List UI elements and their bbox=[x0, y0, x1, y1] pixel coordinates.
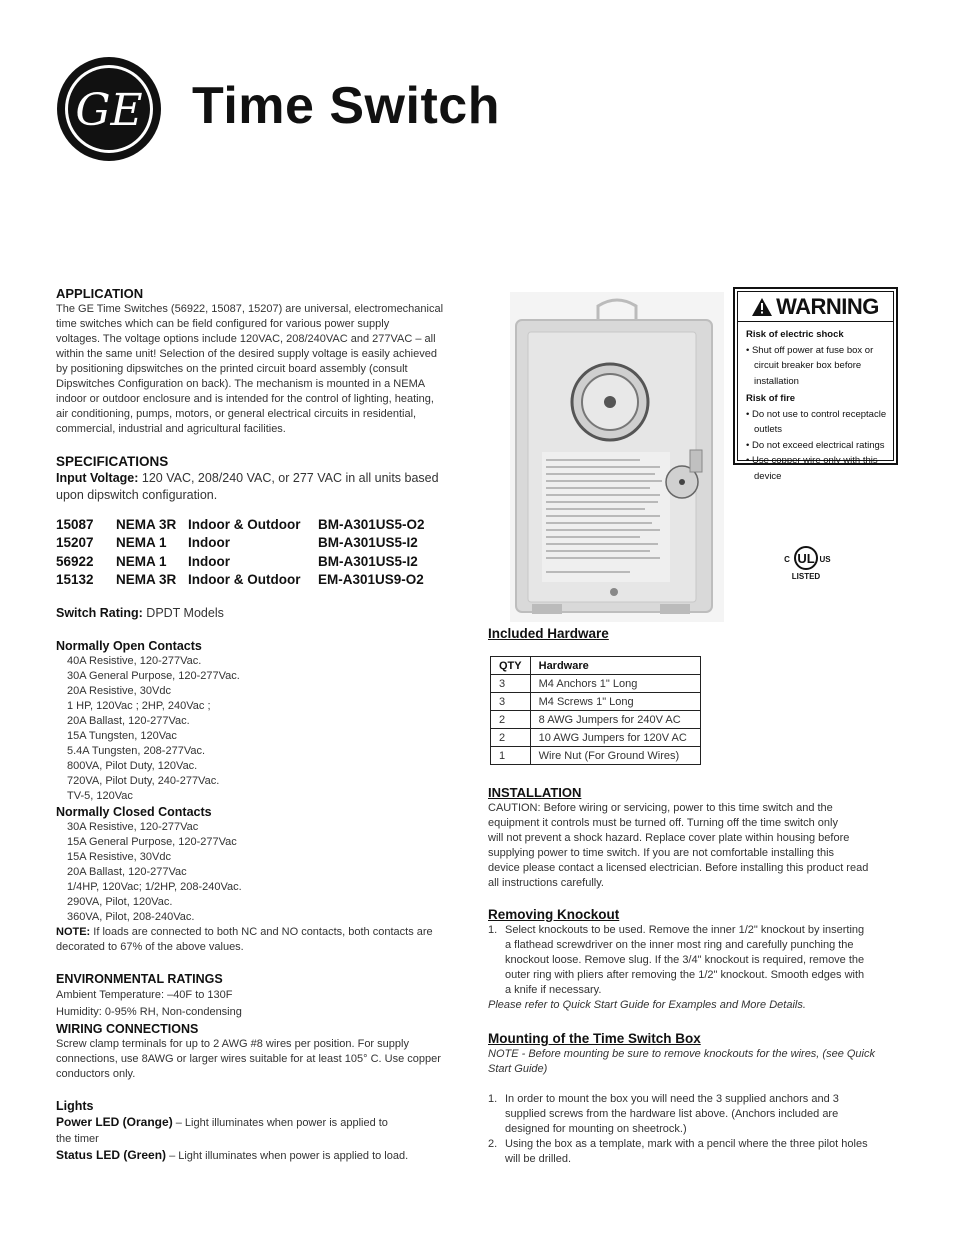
installation-heading: INSTALLATION bbox=[488, 785, 582, 800]
qty-cell: 3 bbox=[491, 675, 531, 693]
list-item bbox=[488, 1092, 900, 1137]
qty-cell: 2 bbox=[491, 729, 531, 747]
ul-listed-mark bbox=[784, 543, 832, 583]
wiring-text bbox=[56, 1037, 468, 1082]
warning-title: WARNING bbox=[776, 293, 879, 319]
list-item: 360VA, Pilot, 208-240Vac. bbox=[67, 911, 195, 923]
fire-item: • Do not use to control receptacle outlets bbox=[746, 408, 887, 435]
mounting-note-line: NOTE - Before mounting be sure to remove knockouts for the wires, (see Quick bbox=[488, 1048, 875, 1060]
mounting-note-line: Start Guide) bbox=[488, 1063, 548, 1075]
hardware-cell: M4 Anchors 1" Long bbox=[530, 675, 700, 693]
application-text bbox=[56, 302, 468, 437]
step-line: a flathead screwdriver on the inner most ring and carefully punching the bbox=[505, 939, 854, 951]
model-location: Indoor bbox=[188, 553, 230, 569]
model-location: Indoor & Outdoor bbox=[188, 516, 301, 532]
model-part: BM-A301US5-I2 bbox=[318, 553, 418, 569]
step-number: 1. bbox=[488, 924, 498, 936]
model-part: EM-A301US9-O2 bbox=[318, 572, 424, 588]
application-line: time switches which can be field configured for various power supply bbox=[56, 318, 390, 330]
model-nema: NEMA 1 bbox=[116, 535, 167, 551]
model-number: 56922 bbox=[56, 553, 94, 569]
list-item: 20A Resistive, 30Vdc bbox=[67, 685, 171, 697]
step-line: a knife if necessary. bbox=[505, 984, 602, 996]
step-number: 1. bbox=[488, 1093, 498, 1105]
warning-header bbox=[738, 292, 893, 322]
step-line: In order to mount the box you will need the 3 supplied anchors and 3 bbox=[505, 1093, 839, 1105]
list-item: 290VA, Pilot, 120Vac. bbox=[67, 896, 173, 908]
table-row bbox=[491, 711, 701, 729]
lights-text bbox=[56, 1114, 468, 1164]
logo-text: GE bbox=[75, 85, 143, 136]
model-row bbox=[56, 571, 468, 590]
product-photo bbox=[510, 292, 724, 622]
model-location: Indoor & Outdoor bbox=[188, 572, 301, 588]
application-heading: APPLICATION bbox=[56, 286, 144, 301]
mounting-note bbox=[488, 1047, 900, 1077]
list-item: 30A General Purpose, 120-277Vac. bbox=[67, 670, 240, 682]
input-voltage bbox=[56, 470, 468, 504]
shock-item: • Shut off power at fuse box or circuit breaker box before installation bbox=[746, 344, 874, 387]
list-item: 20A Ballast, 120-277Vac. bbox=[67, 715, 190, 727]
qty-cell: 3 bbox=[491, 693, 531, 711]
status-led-label: Status LED (Green) bbox=[56, 1148, 167, 1162]
installation-line: equipment it controls must be turned off. Turning off the time switch only bbox=[488, 817, 838, 829]
application-line: indoor or outdoor enclosure and is intended for the control of lighting, heating, bbox=[56, 393, 434, 405]
ul-text: UL bbox=[797, 551, 815, 566]
included-hardware-heading: Included Hardware bbox=[488, 626, 609, 641]
power-led-text: – Light illuminates when power is applied to bbox=[172, 1117, 388, 1129]
column-header: Hardware bbox=[530, 657, 700, 675]
input-voltage-value: 120 VAC, 208/240 VAC, or 277 VAC in all units based bbox=[138, 471, 439, 485]
removing-knockout-heading: Removing Knockout bbox=[488, 907, 620, 922]
input-voltage-label: Input Voltage: bbox=[56, 471, 139, 485]
list-item bbox=[488, 1137, 900, 1167]
step-line: supplied screws from the hardware list above. (Anchors included are bbox=[505, 1108, 839, 1120]
list-item: 40A Resistive, 120-277Vac. bbox=[67, 655, 202, 667]
list-item bbox=[488, 923, 900, 998]
environmental-text bbox=[56, 987, 468, 1021]
warning-inner bbox=[737, 291, 894, 482]
note-text: If loads are connected to both NC and NO contacts, both contacts are bbox=[90, 926, 433, 938]
list-item: 15A Tungsten, 120Vac bbox=[67, 730, 177, 742]
models-table bbox=[56, 515, 468, 589]
installation-line: supplying power to time switch. If you are not comfortable installing this bbox=[488, 847, 835, 859]
installation-line: device please contact a licensed electrician. Before installing this product read bbox=[488, 862, 869, 874]
step-text bbox=[505, 923, 864, 998]
table-row bbox=[491, 747, 701, 765]
application-line: by positioning dipswitches on the printed circuit board assembly (consult bbox=[56, 363, 408, 375]
model-part: BM-A301US5-O2 bbox=[318, 516, 425, 532]
step-line: designed for mounting on sheetrock.) bbox=[505, 1123, 687, 1135]
mounting-heading: Mounting of the Time Switch Box bbox=[488, 1031, 701, 1046]
installation-line: all instructions carefully. bbox=[488, 877, 604, 889]
hardware-cell: M4 Screws 1" Long bbox=[530, 693, 700, 711]
qty-cell: 1 bbox=[491, 747, 531, 765]
model-nema: NEMA 1 bbox=[116, 553, 167, 569]
application-line: commercial, industrial and agricultural facilities. bbox=[56, 423, 286, 435]
list-item: 1/4HP, 120Vac; 1/2HP, 208-240Vac. bbox=[67, 881, 242, 893]
step-line: outer ring with pliers after removing the 1/2" knockout. Smooth edges with bbox=[505, 969, 865, 981]
model-nema: NEMA 3R bbox=[116, 516, 177, 532]
normally-closed-list bbox=[56, 820, 468, 925]
warning-body bbox=[738, 322, 893, 484]
normally-open-heading: Normally Open Contacts bbox=[56, 639, 202, 653]
table-row bbox=[491, 675, 701, 693]
hardware-cell: 8 AWG Jumpers for 240V AC bbox=[530, 711, 700, 729]
switch-rating-label: Switch Rating: bbox=[56, 606, 143, 620]
list-item: 15A Resistive, 30Vdc bbox=[67, 851, 171, 863]
list-item: 720VA, Pilot Duty, 240-277Vac. bbox=[67, 775, 220, 787]
normally-open-list bbox=[56, 654, 468, 804]
right-column bbox=[488, 626, 900, 1167]
ge-logo bbox=[55, 55, 163, 163]
model-number: 15132 bbox=[56, 572, 94, 588]
power-led-label: Power LED (Orange) bbox=[56, 1115, 173, 1129]
installation-text bbox=[488, 801, 900, 891]
application-line: within the same unit! Selection of the desired supply voltage is easily achieved bbox=[56, 348, 437, 360]
model-row bbox=[56, 515, 468, 534]
warning-label bbox=[733, 287, 898, 482]
contacts-note bbox=[56, 925, 468, 955]
list-item: 15A General Purpose, 120-277Vac bbox=[67, 836, 237, 848]
model-row bbox=[56, 534, 468, 553]
model-nema: NEMA 3R bbox=[116, 572, 177, 588]
application-line: voltages. The voltage options include 120VAC, 208/240VAC and 277VAC – all bbox=[56, 333, 436, 345]
model-part: BM-A301US5-I2 bbox=[318, 535, 418, 551]
mounting-steps bbox=[488, 1092, 900, 1167]
ul-us-text: US bbox=[819, 555, 831, 564]
application-line: The GE Time Switches (56922, 15087, 15207) are universal, electromechanical bbox=[56, 303, 444, 315]
wiring-heading: WIRING CONNECTIONS bbox=[56, 1022, 199, 1036]
humidity: Humidity: 0-95% RH, Non-condensing bbox=[56, 1006, 242, 1018]
specifications-heading: SPECIFICATIONS bbox=[56, 454, 169, 469]
step-number: 2. bbox=[488, 1138, 498, 1150]
step-line: knockout loose. Remove slug. If the 3/4" knockout is required, remove the bbox=[505, 954, 865, 966]
table-row bbox=[491, 729, 701, 747]
hardware-table bbox=[490, 656, 701, 765]
normally-closed-heading: Normally Closed Contacts bbox=[56, 805, 212, 819]
fire-heading: Risk of fire bbox=[746, 393, 796, 404]
ul-listed-text: LISTED bbox=[791, 572, 821, 581]
switch-rating-value: DPDT Models bbox=[142, 606, 224, 620]
knockout-steps bbox=[488, 923, 900, 998]
page-title: Time Switch bbox=[192, 77, 500, 135]
model-location: Indoor bbox=[188, 535, 230, 551]
step-line: Select knockouts to be used. Remove the inner 1/2" knockout by inserting bbox=[505, 924, 865, 936]
environmental-heading: ENVIRONMENTAL RATINGS bbox=[56, 972, 223, 986]
model-number: 15087 bbox=[56, 516, 94, 532]
fire-item: • Use copper wire only with this device bbox=[746, 455, 878, 482]
note-text-cont: decorated to 67% of the above values. bbox=[56, 941, 244, 953]
step-text bbox=[505, 1092, 839, 1137]
list-item: 1 HP, 120Vac ; 2HP, 240Vac ; bbox=[67, 700, 211, 712]
status-led-text: – Light illuminates when power is applied to load. bbox=[166, 1150, 409, 1162]
installation-line: will not prevent a shock hazard. Replace cover plate within housing before bbox=[488, 832, 850, 844]
list-item: TV-5, 120Vac bbox=[67, 790, 133, 802]
shock-heading: Risk of electric shock bbox=[746, 329, 844, 340]
installation-line: CAUTION: Before wiring or servicing, power to this time switch and the bbox=[488, 802, 833, 814]
table-row bbox=[491, 693, 701, 711]
hardware-cell: Wire Nut (For Ground Wires) bbox=[530, 747, 700, 765]
qty-cell: 2 bbox=[491, 711, 531, 729]
input-voltage-value-cont: upon dipswitch configuration. bbox=[56, 488, 218, 502]
lights-heading: Lights bbox=[56, 1099, 94, 1113]
step-text bbox=[505, 1137, 868, 1167]
note-label: NOTE: bbox=[56, 926, 91, 938]
switch-rating bbox=[56, 605, 468, 621]
hardware-cell: 10 AWG Jumpers for 120V AC bbox=[530, 729, 700, 747]
wiring-line: conductors only. bbox=[56, 1068, 136, 1080]
application-line: air conditioning, pumps, motors, or general electrical circuits in residential, bbox=[56, 408, 417, 420]
fire-item: • Do not exceed electrical ratings bbox=[746, 439, 885, 451]
step-line: Using the box as a template, mark with a pencil where the three pilot holes bbox=[505, 1138, 868, 1150]
list-item: 800VA, Pilot Duty, 120Vac. bbox=[67, 760, 198, 772]
wiring-line: connections, use 8AWG or larger wires suitable for at least 105° C. Use copper bbox=[56, 1053, 441, 1065]
model-number: 15207 bbox=[56, 535, 94, 551]
left-column bbox=[56, 286, 468, 1164]
ul-c-text: C bbox=[784, 555, 790, 564]
application-line: Dipswitches Configuration on back). The mechanism is mounted in a NEMA bbox=[56, 378, 426, 390]
model-row bbox=[56, 552, 468, 571]
warning-triangle-icon bbox=[752, 298, 772, 316]
column-header: QTY bbox=[491, 657, 531, 675]
list-item: 30A Resistive, 120-277Vac bbox=[67, 821, 199, 833]
list-item: 5.4A Tungsten, 208-277Vac. bbox=[67, 745, 206, 757]
power-led-text-cont: the timer bbox=[56, 1133, 99, 1145]
wiring-line: Screw clamp terminals for up to 2 AWG #8 wires per position. For supply bbox=[56, 1038, 409, 1050]
ambient-temperature: Ambient Temperature: –40F to 130F bbox=[56, 989, 233, 1001]
step-line: will be drilled. bbox=[505, 1153, 572, 1165]
table-header-row bbox=[491, 657, 701, 675]
knockout-note: Please refer to Quick Start Guide for Examples and More Details. bbox=[488, 999, 806, 1011]
list-item: 20A Ballast, 120-277Vac bbox=[67, 866, 187, 878]
